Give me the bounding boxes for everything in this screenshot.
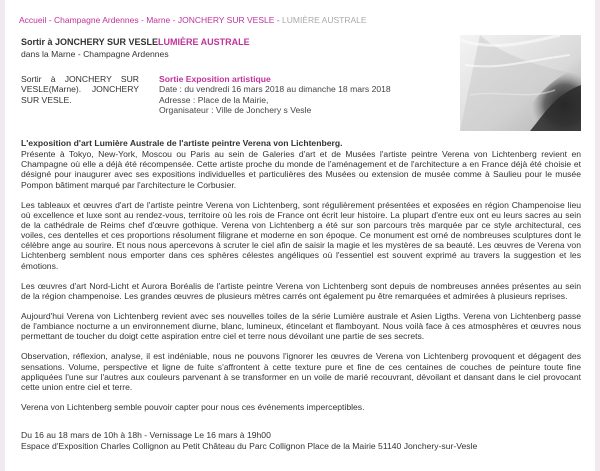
event-schedule: Du 16 au 18 mars de 10h à 18h - Vernissage Le 16 mars à 19h00 xyxy=(21,430,271,441)
event-details xyxy=(159,74,459,115)
description-paragraph: Les tableaux et œuvres d'art de l'artiste peintre Verena von Lichtenberg, sont régulièrement présentées et exposées en région Champenoise lieu où excellence et luxe sont au rendez-vous, territoire où les rois de France ont écrit leur histoire. La plupart d'entre eux ont eu leurs sacres au sein de la cathédrale de Reims chef d'œuvre gothique. Verena von Lichtenberg a été sur son parcours très marquée par ce style architectural, ces voiles, ces dentelles et ces proportions résolument filigrane et moderne en son époque. Ce monument est orné de nombreuses sculptures dont le célèbre ange au sourire. Et nous nous apercevons à scruter le ciel afin de saisir la magie et les mystères de sa beauté. Les œuvres de Verena von Lichtenberg semblent nous emporter dans ces sphères célestes angéliques où l'essentiel est souvent exprimé au travers la suggestion et les émotions. xyxy=(21,199,581,271)
description-lead: L'exposition d'art Lumière Australe de l'artiste peintre Verena von Lichtenberg. xyxy=(21,138,343,148)
breadcrumb-home-link[interactable]: Accueil xyxy=(19,15,47,25)
breadcrumb-town-link[interactable]: JONCHERY SUR VESLE xyxy=(177,15,275,25)
breadcrumb-department-link[interactable]: Marne xyxy=(146,15,171,25)
location-subtitle: dans la Marne - Champagne Ardennes xyxy=(21,48,169,59)
description-paragraph: Présente à Tokyo, New-York, Moscou ou Paris au sein de Galeries d'art et de Musées l'artiste peintre Verena von Lichtenberg revient en Champagne où elle a déjà été récompensée. Cette artiste proche du monde de l'aménagement et de l'architecture a en France déjà été choisie et désigné pour inaugurer avec ses expositions individuelles et particulières des Musées ou extension de musée comme à Saulieu pour le musée Pompon bâtiment marqué par l'architecture le Corbusier. xyxy=(21,149,581,190)
location-summary: Sortir à JONCHERY SUR VESLE(Marne). JONCHERY SUR VESLE. xyxy=(21,74,139,105)
breadcrumb-separator: - xyxy=(140,15,144,25)
description-paragraph: Observation, réflexion, analyse, il est indéniable, nous ne pouvons l'ignorer les œuvres de Verena von Lichtenberg provoquent et dégagent des sensations. Volume, perspective et ligne de fuite s'affrontent à cette texture pure et fine de ces centaines de couches de peinture toute fine appliquées l'une sur l'autres aux couleurs parvenant à se transformer en un voile de marié recouvrant, dévoilant et dansant dans le ciel provocant cette union entre ciel et terre. xyxy=(21,351,581,392)
breadcrumb-separator: - xyxy=(48,15,52,25)
breadcrumb-current: LUMIÈRE AUSTRALE xyxy=(282,15,367,25)
event-venue: Espace d'Exposition Charles Collignon au Petit Château du Parc Collignon Place de la Mairie 51140 Jonchery-sur-Vesle xyxy=(21,441,478,452)
event-address: Adresse : Place de la Mairie, xyxy=(159,94,269,105)
event-organizer: Organisateur : Ville de Jonchery s Vesle xyxy=(159,104,312,115)
breadcrumb-separator: - xyxy=(276,15,280,25)
event-heading xyxy=(158,37,448,48)
breadcrumb xyxy=(19,15,367,25)
event-date: Date : du vendredi 16 mars 2018 au dimanche 18 mars 2018 xyxy=(159,84,391,95)
breadcrumb-region-link[interactable]: Champagne Ardennes xyxy=(54,15,139,25)
breadcrumb-separator: - xyxy=(172,15,176,25)
location-title: Sortir à JONCHERY SUR VESLE xyxy=(21,37,159,47)
event-description xyxy=(21,138,581,461)
event-artwork-image[interactable] xyxy=(460,35,581,131)
description-paragraph: Aujourd'hui Verena von Lichtenberg revient avec ses nouvelles toiles de la série Lumière australe et Asien Ligths. Verena von Lichtenberg passe de l'ambiance nocturne a un environnement diurne, blanc, lumineux, étincelant et flamboyant. Nous voilà face à ces atmosphères et œuvres nous permettant de toucher du doigt cette aspiration entre ciel et terre nous dévoilant une partie de ses secrets. xyxy=(21,310,581,342)
description-paragraph: Verena von Lichtenberg semble pouvoir capter pour nous ces événements imperceptibles. xyxy=(21,401,365,412)
location-heading xyxy=(21,37,171,59)
event-title: LUMIÈRE AUSTRALE xyxy=(158,37,250,47)
event-category: Sortie Exposition artistique xyxy=(159,74,271,84)
artwork-image-graphic xyxy=(460,35,581,131)
event-page xyxy=(5,0,595,471)
description-paragraph: Les œuvres d'art Nord-Licht et Aurora Boréalis de l'artiste peintre Verena von Lichtenberg sont depuis de nombreuses années présentes au sein de la région champenoise. Les grandes œuvres de plusieurs mètres carrés ont également pu être remarquées et admirées à plusieurs reprises. xyxy=(21,280,581,301)
